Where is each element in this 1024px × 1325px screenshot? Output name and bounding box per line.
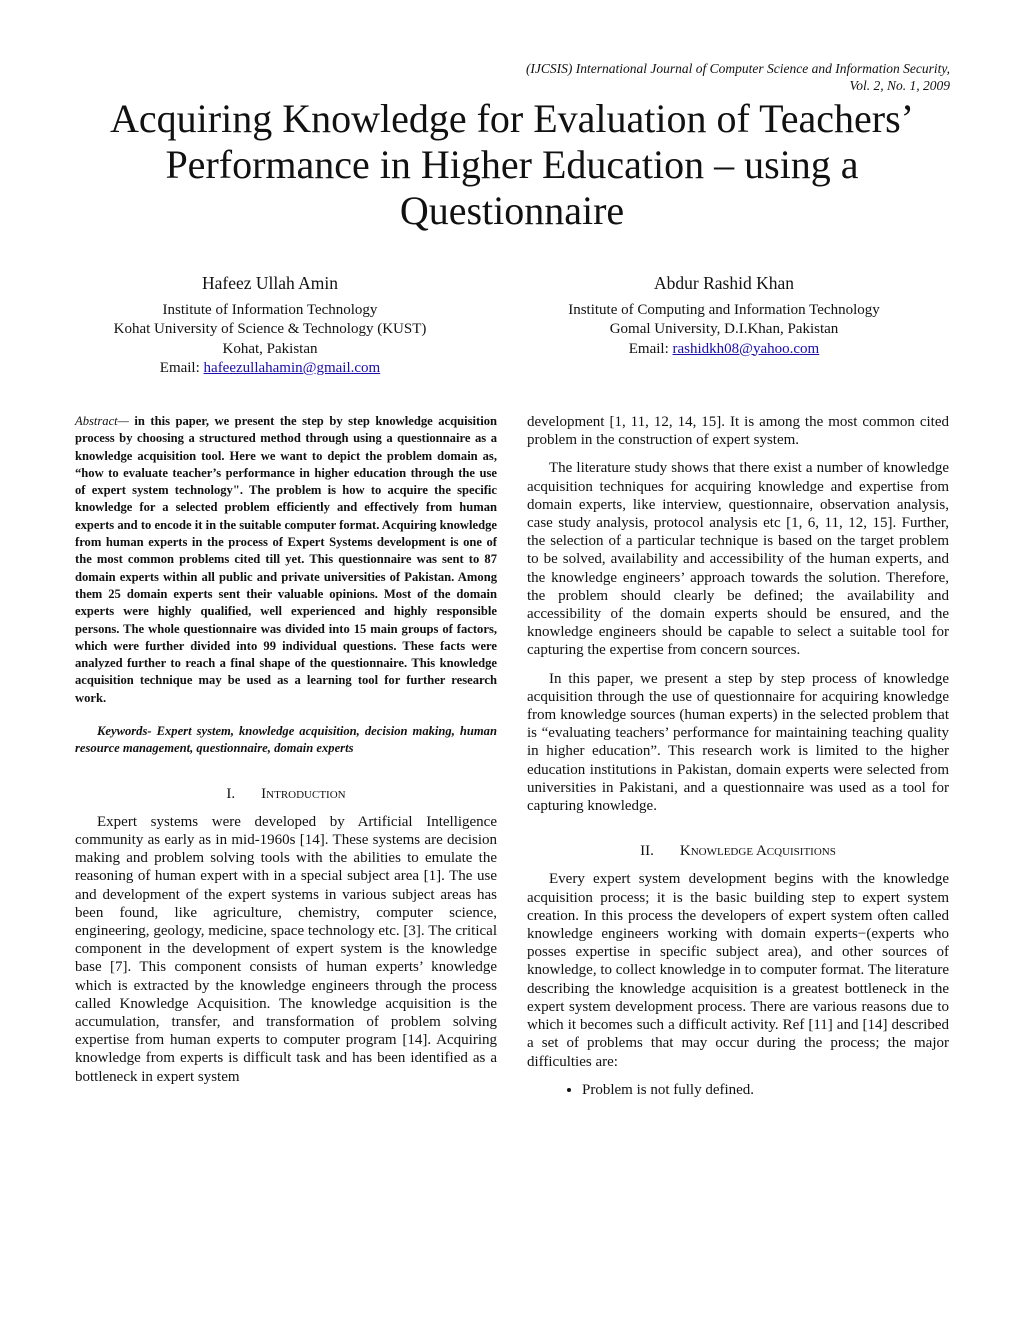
- keywords: Keywords- Expert system, knowledge acquisition, decision making, human resource management, questionnaire, domain experts: [75, 724, 497, 756]
- abstract-text: in this paper, we present the step by step knowledge acquisition process by choosing a structured method through using a questionnaire as a knowledge acquisition tool. Here we want to depict the problem domain as, “how to evaluate teacher’s performance in higher education through the use of expert system technology". The problem is how to acquire the specific knowledge for a selected problem efficiently and effectively from human experts and to encode it in the suitable computer format. Acquiring knowledge from human experts in the process of Expert Systems development is one of the most common problems cited till yet. This questionnaire was sent to 87 domain experts within all public and private universities of Pakistan. Among them 25 domain experts sent their valuable opinions. Most of the domain experts were highly qualified, well experienced and highly responsible persons. The whole questionnaire was divided into 15 main groups of factors, which were further divided into 99 individual questions. These facts were analyzed further to reach a final shape of the questionnaire. This knowledge acquisition technique may be used as a learning tool for further research work.: [75, 414, 497, 705]
- author-affiliation: Kohat University of Science & Technology (KUST): [113, 321, 427, 337]
- paragraph: Every expert system development begins with the knowledge acquisition process; it is the basic building step to expert system creation. In this process the developers of expert system often called knowledge engineers working with domain experts−(experts who posses expertise in specific subject area), and other sources of knowledge, to collect knowledge in to computer format. The literature describing the knowledge acquisition is a greatest bottleneck in the expert system development process. There are various reasons due to which it becomes such a difficult activity. Ref [11] and [14] described a set of problems that may occur during the process; the major difficulties are:: [527, 871, 949, 1070]
- email-label: Email:: [628, 340, 673, 357]
- author-email-link[interactable]: rashidkh08@yahoo.com: [672, 340, 820, 357]
- section-title: Knowledge Acquisitions: [679, 843, 836, 860]
- journal-header: [526, 60, 950, 94]
- author-name: Abdur Rashid Khan: [654, 273, 794, 293]
- author-affiliation: Kohat, Pakistan: [222, 340, 318, 357]
- section-heading-introduction: [75, 785, 497, 803]
- journal-name: (IJCSIS) International Journal of Computer Science and Information Security,: [525, 61, 950, 76]
- section-number: II.: [640, 843, 654, 860]
- author-block-2: [504, 274, 944, 359]
- paragraph: The literature study shows that there exist a number of knowledge acquisition techniques for acquiring knowledge and expertise from domain experts, like interview, questionnaire, observation analysis, case study analysis, protocol analysis etc [1, 6, 11, 12, 15]. Further, the selection of a particular technique is based on the target problem to be solved, availability and accessibility of the human experts, and the knowledge engineers’ approach towards the solution. Therefore, the problem should clearly be defined; the availability and accessibility of the domain experts should be ensured, and the knowledge engineers should be capable to select a suitable tool for capturing the expertise from concern sources.: [527, 460, 949, 659]
- author-name: Hafeez Ullah Amin: [201, 273, 339, 293]
- author-affiliation: Institute of Information Technology: [162, 301, 378, 318]
- author-email-line: [504, 340, 944, 360]
- left-column: [75, 413, 497, 1096]
- section-title: Introduction: [261, 785, 346, 802]
- journal-volume: Vol. 2, No. 1, 2009: [849, 78, 950, 93]
- paragraph: Expert systems were developed by Artificial Intelligence community as early as in mid-1960s [14]. These systems are decision making and problem solving tools with the abilities to emulate the reasoning of human expert with in a special subject area [1]. The use and development of the expert systems in various subject areas has been found, like agriculture, chemistry, computer science, engineering, geology, medicine, space technology etc. [3]. The critical component in the development of expert system is the knowledge base [7]. This component consists of human experts’ knowledge which is extracted by the knowledge engineers through the process called Knowledge Acquisition. The knowledge acquisition is the accumulation, transfer, and transformation of problem solving expertise from human experts to computer program [14]. Acquiring knowledge from experts is difficult task and has been identified as a bottleneck in expert system: [75, 813, 497, 1085]
- paragraph-continued: development [1, 11, 12, 14, 15]. It is among the most common cited problem in the construction of expert system.: [527, 414, 949, 449]
- bullet-list: [527, 1081, 949, 1099]
- abstract: [75, 413, 497, 707]
- bullet-item: • Problem is not fully defined.: [582, 1081, 949, 1099]
- right-column: [527, 413, 949, 1099]
- section-heading-knowledge-acquisitions: [527, 842, 949, 860]
- author-block-1: [50, 274, 490, 379]
- author-affiliation: Institute of Computing and Information Technology: [568, 301, 880, 318]
- paper-title: Acquiring Knowledge for Evaluation of Teachers’ Performance in Higher Education – using a Questionnaire: [110, 96, 914, 233]
- abstract-label: Abstract—: [75, 414, 129, 428]
- author-email-link[interactable]: hafeezullahamin@gmail.com: [203, 360, 381, 376]
- author-email-line: [50, 359, 490, 379]
- paragraph: In this paper, we present a step by step process of knowledge acquisition through the use of questionnaire for acquiring knowledge from knowledge sources (human experts) in the selected problem that is “evaluating teachers’ performance for maintaining teaching quality in higher education”. This research work is limited to the higher education institutions in Pakistan, domain experts were selected from universities in Pakistani, and a questionnaire was used as a tool for capturing knowledge.: [527, 670, 949, 815]
- section-number: I.: [226, 785, 236, 802]
- author-affiliation: Gomal University, D.I.Khan, Pakistan: [609, 321, 839, 337]
- email-label: Email:: [159, 360, 204, 376]
